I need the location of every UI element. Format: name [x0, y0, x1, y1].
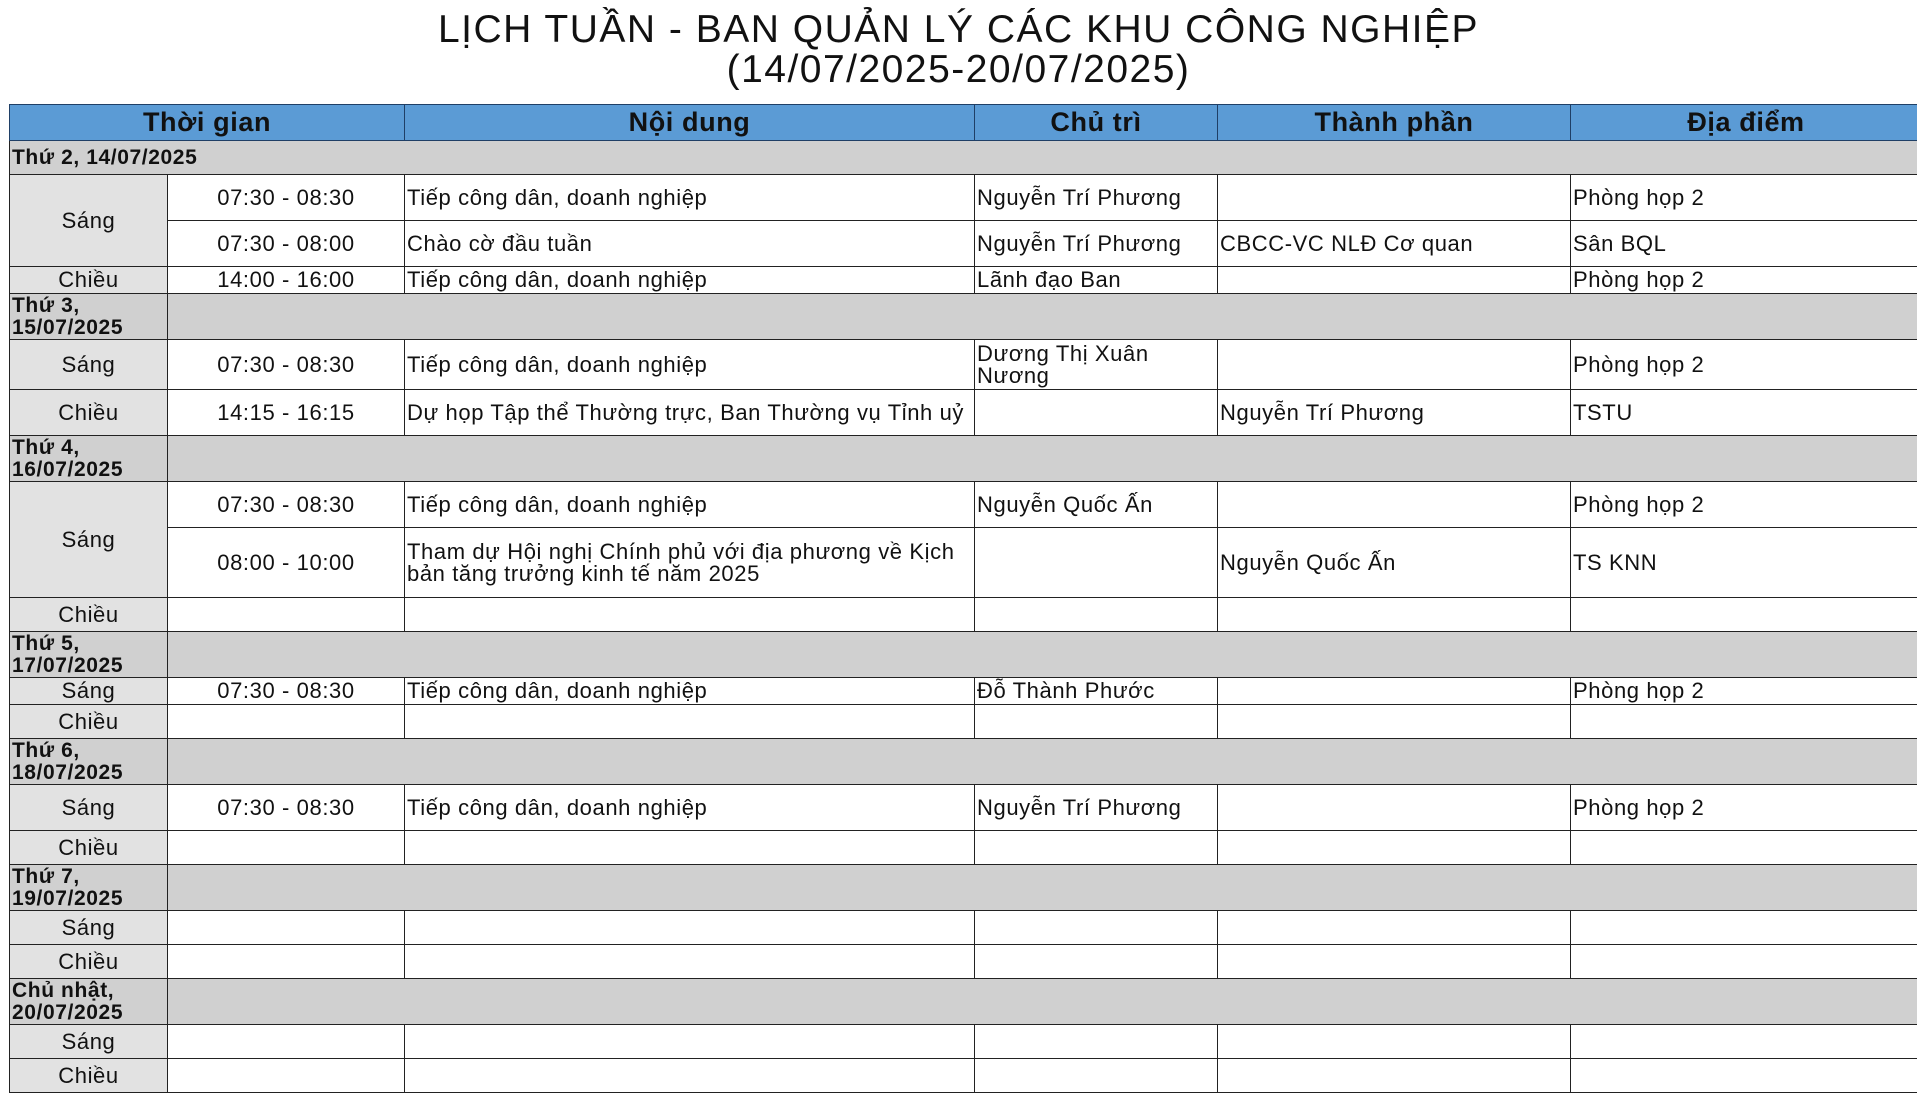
time-cell: 07:30 - 08:00 — [168, 221, 405, 267]
participants-cell: Nguyễn Quốc Ấn — [1218, 528, 1571, 598]
location-cell — [1571, 831, 1917, 865]
location-cell — [1571, 1059, 1917, 1093]
content-cell — [405, 945, 975, 979]
time-cell: 07:30 - 08:30 — [168, 340, 405, 390]
day-row-fill — [168, 294, 1917, 340]
chair-cell — [975, 390, 1218, 436]
table-row — [10, 598, 1917, 632]
schedule-table — [9, 104, 1917, 1093]
participants-cell — [1218, 678, 1571, 705]
time-cell — [168, 1059, 405, 1093]
day-label: Thứ 2, 14/07/2025 — [10, 141, 1917, 175]
session-label: Chiều — [10, 705, 168, 739]
chair-cell — [975, 705, 1218, 739]
participants-cell — [1218, 785, 1571, 831]
location-cell: TS KNN — [1571, 528, 1917, 598]
participants-cell — [1218, 831, 1571, 865]
schedule-body — [10, 141, 1917, 1093]
table-row — [10, 831, 1917, 865]
time-cell — [168, 831, 405, 865]
table-row — [10, 911, 1917, 945]
chair-cell — [975, 831, 1218, 865]
table-row — [10, 528, 1917, 598]
content-cell — [405, 705, 975, 739]
day-row — [10, 436, 1917, 482]
location-cell: Phòng họp 2 — [1571, 678, 1917, 705]
participants-cell — [1218, 482, 1571, 528]
header-participants: Thành phần — [1218, 105, 1571, 141]
location-cell — [1571, 705, 1917, 739]
day-row-fill — [168, 632, 1917, 678]
table-row — [10, 705, 1917, 739]
chair-cell: Dương Thị Xuân Nương — [975, 340, 1218, 390]
time-cell: 07:30 - 08:30 — [168, 678, 405, 705]
day-row — [10, 141, 1917, 175]
session-label: Sáng — [10, 1025, 168, 1059]
content-cell — [405, 1059, 975, 1093]
time-cell — [168, 705, 405, 739]
location-cell: Phòng họp 2 — [1571, 267, 1917, 294]
header-location: Địa điểm — [1571, 105, 1917, 141]
session-label: Sáng — [10, 175, 168, 267]
time-cell: 07:30 - 08:30 — [168, 482, 405, 528]
location-cell: Sân BQL — [1571, 221, 1917, 267]
day-row-fill — [168, 739, 1917, 785]
location-cell: Phòng họp 2 — [1571, 340, 1917, 390]
table-row — [10, 340, 1917, 390]
table-row — [10, 678, 1917, 705]
chair-cell — [975, 598, 1218, 632]
table-row — [10, 482, 1917, 528]
table-row — [10, 390, 1917, 436]
day-label: Thứ 7, 19/07/2025 — [10, 865, 168, 911]
day-row — [10, 294, 1917, 340]
session-label: Chiều — [10, 598, 168, 632]
time-cell — [168, 911, 405, 945]
day-label: Thứ 4, 16/07/2025 — [10, 436, 168, 482]
day-row — [10, 979, 1917, 1025]
time-cell: 07:30 - 08:30 — [168, 785, 405, 831]
content-cell — [405, 1025, 975, 1059]
time-cell: 07:30 - 08:30 — [168, 175, 405, 221]
content-cell: Chào cờ đầu tuần — [405, 221, 975, 267]
time-cell — [168, 945, 405, 979]
participants-cell: CBCC-VC NLĐ Cơ quan — [1218, 221, 1571, 267]
session-label: Sáng — [10, 785, 168, 831]
session-label: Chiều — [10, 831, 168, 865]
header-row — [10, 105, 1917, 141]
day-row-fill — [168, 979, 1917, 1025]
chair-cell — [975, 945, 1218, 979]
participants-cell — [1218, 340, 1571, 390]
table-row — [10, 945, 1917, 979]
chair-cell: Nguyễn Trí Phương — [975, 221, 1218, 267]
header-time: Thời gian — [10, 105, 405, 141]
session-label: Sáng — [10, 911, 168, 945]
header-content: Nội dung — [405, 105, 975, 141]
participants-cell — [1218, 1025, 1571, 1059]
session-label: Sáng — [10, 340, 168, 390]
participants-cell: Nguyễn Trí Phương — [1218, 390, 1571, 436]
location-cell — [1571, 945, 1917, 979]
location-cell — [1571, 598, 1917, 632]
participants-cell — [1218, 175, 1571, 221]
day-label: Thứ 6, 18/07/2025 — [10, 739, 168, 785]
chair-cell — [975, 911, 1218, 945]
date-range: (14/07/2025-20/07/2025) — [726, 48, 1191, 91]
session-label: Sáng — [10, 482, 168, 598]
session-label: Chiều — [10, 390, 168, 436]
participants-cell — [1218, 911, 1571, 945]
session-label: Chiều — [10, 1059, 168, 1093]
time-cell: 14:15 - 16:15 — [168, 390, 405, 436]
content-cell — [405, 598, 975, 632]
location-cell: Phòng họp 2 — [1571, 175, 1917, 221]
day-row — [10, 865, 1917, 911]
page-title: LỊCH TUẦN - BAN QUẢN LÝ CÁC KHU CÔNG NGHIỆP — [437, 8, 1480, 51]
day-label: Chủ nhật, 20/07/2025 — [10, 979, 168, 1025]
table-row — [10, 267, 1917, 294]
chair-cell — [975, 1025, 1218, 1059]
time-cell: 08:00 - 10:00 — [168, 528, 405, 598]
day-label: Thứ 5, 17/07/2025 — [10, 632, 168, 678]
content-cell: Tiếp công dân, doanh nghiệp — [405, 482, 975, 528]
content-cell: Tham dự Hội nghị Chính phủ với địa phương về Kịch bản tăng trưởng kinh tế năm 2025 — [405, 528, 975, 598]
location-cell — [1571, 1025, 1917, 1059]
table-row — [10, 1059, 1917, 1093]
content-cell: Tiếp công dân, doanh nghiệp — [405, 785, 975, 831]
chair-cell: Nguyễn Trí Phương — [975, 785, 1218, 831]
day-row-fill — [168, 436, 1917, 482]
chair-cell: Nguyễn Trí Phương — [975, 175, 1218, 221]
session-label: Sáng — [10, 678, 168, 705]
content-cell: Tiếp công dân, doanh nghiệp — [405, 340, 975, 390]
location-cell: TSTU — [1571, 390, 1917, 436]
participants-cell — [1218, 945, 1571, 979]
table-row — [10, 221, 1917, 267]
chair-cell — [975, 1059, 1218, 1093]
content-cell — [405, 911, 975, 945]
content-cell: Tiếp công dân, doanh nghiệp — [405, 175, 975, 221]
day-row — [10, 739, 1917, 785]
chair-cell — [975, 528, 1218, 598]
day-label: Thứ 3, 15/07/2025 — [10, 294, 168, 340]
time-cell: 14:00 - 16:00 — [168, 267, 405, 294]
chair-cell: Lãnh đạo Ban — [975, 267, 1218, 294]
table-row — [10, 785, 1917, 831]
time-cell — [168, 598, 405, 632]
day-row — [10, 632, 1917, 678]
session-label: Chiều — [10, 267, 168, 294]
participants-cell — [1218, 267, 1571, 294]
participants-cell — [1218, 1059, 1571, 1093]
content-cell — [405, 831, 975, 865]
participants-cell — [1218, 598, 1571, 632]
participants-cell — [1218, 705, 1571, 739]
content-cell: Tiếp công dân, doanh nghiệp — [405, 678, 975, 705]
day-row-fill — [168, 865, 1917, 911]
content-cell: Tiếp công dân, doanh nghiệp — [405, 267, 975, 294]
header-chair: Chủ trì — [975, 105, 1218, 141]
session-label: Chiều — [10, 945, 168, 979]
table-row — [10, 175, 1917, 221]
location-cell — [1571, 911, 1917, 945]
table-row — [10, 1025, 1917, 1059]
location-cell: Phòng họp 2 — [1571, 482, 1917, 528]
content-cell: Dự họp Tập thể Thường trực, Ban Thường vụ Tỉnh uỷ — [405, 390, 975, 436]
chair-cell: Nguyễn Quốc Ấn — [975, 482, 1218, 528]
chair-cell: Đỗ Thành Phước — [975, 678, 1218, 705]
time-cell — [168, 1025, 405, 1059]
location-cell: Phòng họp 2 — [1571, 785, 1917, 831]
